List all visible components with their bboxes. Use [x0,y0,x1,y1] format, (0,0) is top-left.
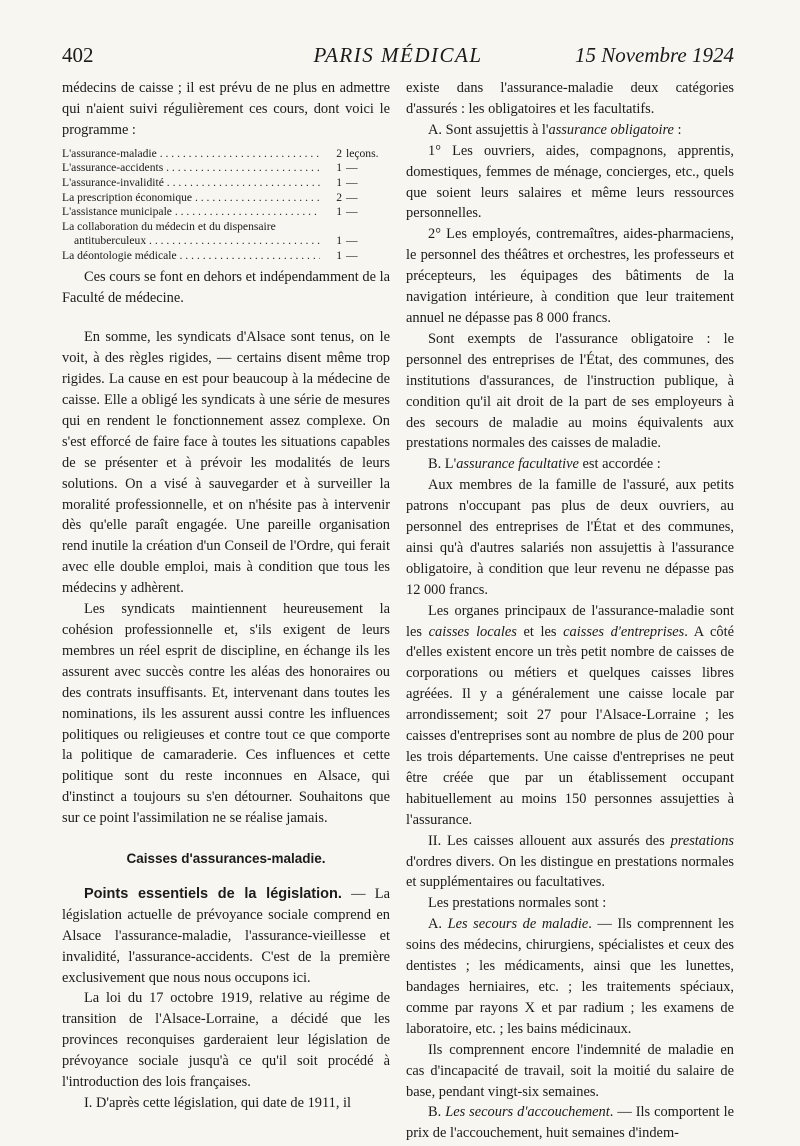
section-title: Caisses d'assurances-maladie. [126,851,326,867]
subsection-title: Points essentiels de la législation. [84,885,342,902]
paragraph: 2° Les employés, contremaîtres, aides-pharmaciens, le personnel des théâtres et orchestres, les professeurs et précepteurs, les équipages des bâtiments de la navigation intérieure, à condition que leur traitement annuel ne dépasse pas 8 000 francs. [406,226,734,326]
page-header [62,38,734,72]
journal-title: PARIS MÉDICAL [313,43,483,67]
paragraph: En somme, les syndicats d'Alsace sont tenus, on le voit, à des règles rigides, — certains disent même trop rigides. La cause en est pour beaucoup à la médecine de caisse. Elle a obligé les syndicats à une série de mesures qui en rendent le fonctionnement assez complexe. On s'est efforcé de faire face à toutes les situations capables de se présenter et à prévoir les modalités de leurs solutions. On a visé à sauvegarder et à surveiller la moralité professionnelle, et on n'hésite pas à intervenir dès qu'elle paraît engagée. Une pareille organisation rend inutile la création d'un Conseil de l'Ordre, qui ferait avec elle double emploi, mais à condition que tous les médecins y adhèrent. [62,329,390,597]
paragraph: Sont exempts de l'assurance obligatoire : le personnel des entreprises de l'État, des communes, des institutions d'assurances, de l'instruction publique, à condition qu'il ait droit de la part de ses employeurs à des secours de maladie au moins équivalents aux prestations normales des caisses de maladie. [406,330,734,452]
paragraph: A. Sont assujettis à l'assurance obligatoire : [428,121,682,138]
course-item: L'assurance-invalidité . . . 1 — [62,176,390,191]
paragraph: Ils comprennent encore l'indemnité de maladie en cas d'incapacité de travail, soit la moitié du salaire de base, pendant vingt-six semaines. [406,1041,734,1100]
paragraph: 1° Les ouvriers, aides, compagnons, apprentis, domestiques, femmes de ménage, concierges, etc., quels que soient leurs salaires et même leurs ressources personnelles. [406,142,734,222]
paragraph: B. Les secours d'accouchement. — Ils comportent le prix de l'accouchement, huit semaines d'indem- [406,1104,735,1142]
right-column [406,78,734,1144]
course-item-continued: antituberculeux . . . 1 — [62,234,390,249]
paragraph: Les syndicats maintiennent heureusement la cohésion professionnelle et, s'ils exigent de leurs membres un réel esprit de discipline, en échange ils les assurent avec succès contre les aléas des honoraires ou des contrats insuffisants. Et, intervenant dans toutes les nominations, ils les assurent aussi contre les influences politiques ou religieuses et contre tout ce que comporte la politique de camaraderie. Ces influences et cette politique sont du reste inconnues en Alsace, qui d'instinct a toujours su s'en détourner. Souhaitons que sur ce point l'assimilation ne se réalise jamais. [62,601,390,827]
course-item: L'assurance-maladie . . . 2 leçons. [62,147,390,162]
course-item: La collaboration du médecin et du dispensaire [62,219,276,233]
left-column [62,78,390,1114]
paragraph: Les prestations normales sont : [428,895,607,912]
page-number: 402 [62,43,94,67]
paragraph: Les organes principaux de l'assurance-maladie sont les caisses locales et les caisses d'entreprises. A côté d'elles existent encore un très petit nombre de caisses de corporations ou métiers et quelques caisses libres agréées. Il y a généralement une caisse locale par arrondissement; soit 27 pour l'Alsace-Lorraine ; les caisses d'entreprises sont au nombre de plus de 200 pour les trois départements. Une caisse d'entreprises ne peut être créée que par un établissement occupant habituellement au moins 150 personnes assujetties à l'assurance. [406,602,734,828]
issue-date: 15 Novembre 1924 [574,43,734,67]
paragraph: I. D'après cette législation, qui date de 1911, il [84,1095,352,1111]
paragraph: médecins de caisse ; il est prévu de ne plus en admettre qui n'aient suivi régulièrement ces cours, dont voici le programme : [62,80,390,138]
paragraph: B. L'assurance facultative est accordée : [428,456,661,473]
paragraph: existe dans l'assurance-maladie deux catégories d'assurés : les obligatoires et les facultatifs. [406,80,734,117]
paragraph: Points essentiels de la législation. — La législation actuelle de prévoyance sociale comprend en Alsace l'assurance-maladie, l'assurance-vieillesse et invalidité, l'assurance-accidents. C'est de la première exclusivement que nous nous occupons ici. [62,885,390,986]
course-item: La prescription économique . . . 2 — [62,191,390,206]
paragraph: II. Les caisses allouent aux assurés des prestations d'ordres divers. On les distingue en prestations normales et supplémentaires ou facultatives. [406,832,734,891]
course-item: L'assistance municipale . . . 1 — [62,205,390,220]
course-program-list [62,147,390,264]
paragraph: Aux membres de la famille de l'assuré, aux petits patrons n'occupant pas plus de deux ouvriers, au personnel des entreprises de l'État et des communes, ainsi qu'à d'autres salariés non assujettis à l'assurance obligatoire, à condition que leur revenu ne dépasse pas 12 000 francs. [406,477,734,598]
paragraph: La loi du 17 octobre 1919, relative au régime de transition de l'Alsace-Lorraine, a décidé que les provinces reconquises garderaient leur législation de prévoyance sociale jusqu'à ce qu'il soit procédé à l'introduction des lois françaises. [62,990,390,1091]
paragraph: Ces cours se font en dehors et indépendamment de la Faculté de médecine. [62,269,390,307]
paragraph: A. Les secours de maladie. — Ils comprennent les soins des médecins, chirurgiens, spécialistes et ceux des dentistes ; les médicaments, ainsi que les lunettes, bandages herniaires, etc. ; les traitements spéciaux, comme par rayons X et par radium ; les examens de laboratoire, etc. ; les bains médicinaux. [406,916,734,1037]
course-item: La déontologie médicale . . . 1 — [62,249,390,264]
course-item: L'assurance-accidents . . . 1 — [62,161,390,176]
